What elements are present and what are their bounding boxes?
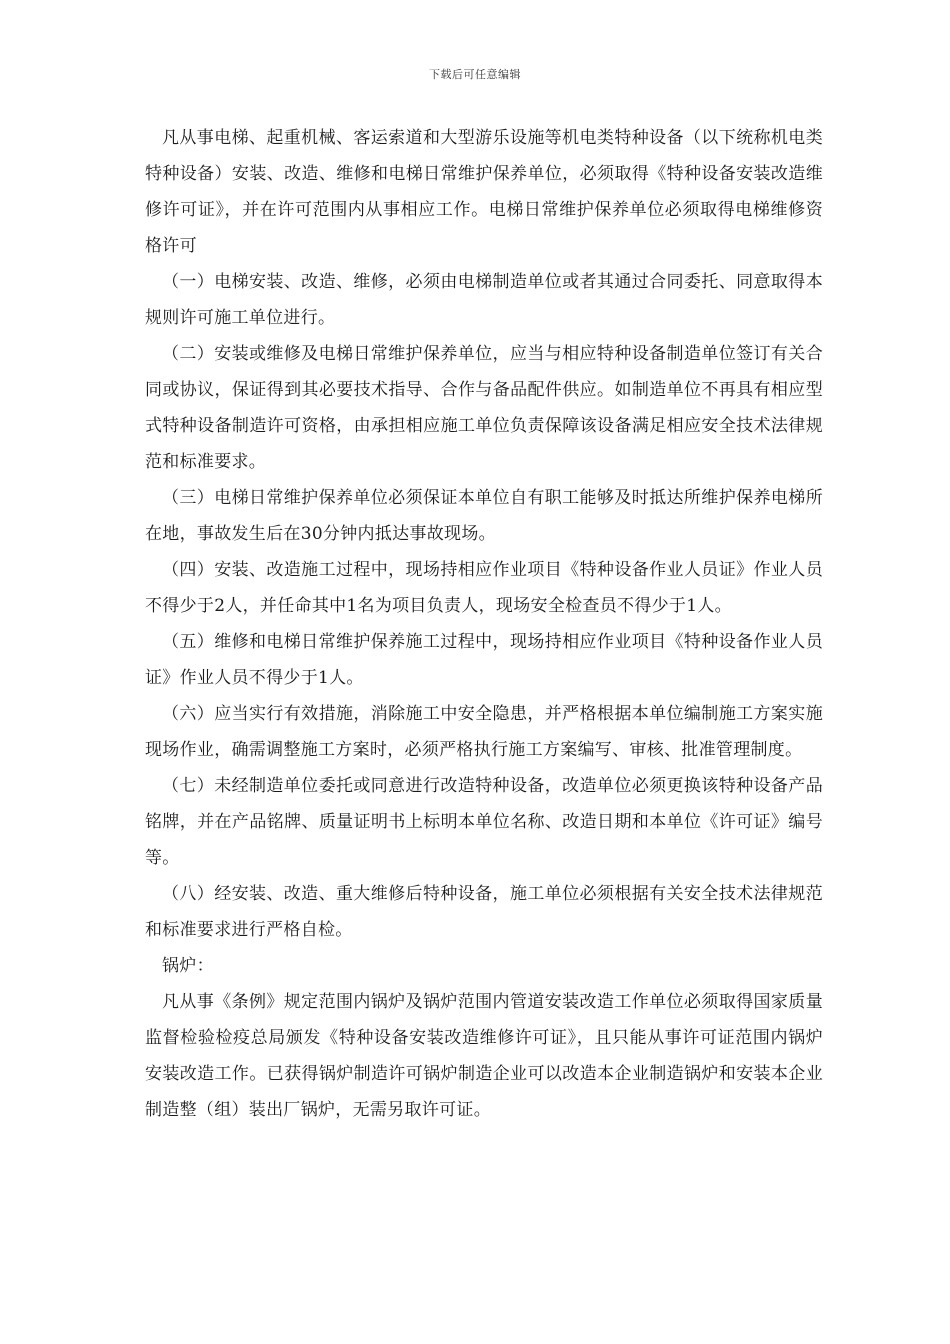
paragraph-item-7: （七）未经制造单位委托或同意进行改造特种设备，改造单位必须更换该特种设备产品铭牌，并在产品铭牌、质量证明书上标明本单位名称、改造日期和本单位《许可证》编号等。 xyxy=(145,776,823,868)
paragraph-item-6: （六）应当实行有效措施，消除施工中安全隐患，并严格根据本单位编制施工方案实施现场作业，确需调整施工方案时，必须严格执行施工方案编写、审核、批准管理制度。 xyxy=(145,704,823,760)
section-heading-boiler: 锅炉： xyxy=(162,956,214,976)
paragraph-item-5: （五）维修和电梯日常维护保养施工过程中，现场持相应作业项目《特种设备作业人员证》作业人员不得少于1人。 xyxy=(145,632,823,688)
page-header: 下载后可任意编辑 xyxy=(429,68,521,81)
paragraph-item-8: （八）经安装、改造、重大维修后特种设备，施工单位必须根据有关安全技术法律规范和标准要求进行严格自检。 xyxy=(145,884,823,940)
paragraph-item-4: （四）安装、改造施工过程中，现场持相应作业项目《特种设备作业人员证》作业人员不得少于2人，并任命其中1名为项目负责人，现场安全检查员不得少于1人。 xyxy=(145,560,823,616)
paragraph-intro: 凡从事电梯、起重机械、客运索道和大型游乐设施等机电类特种设备（以下统称机电类特种设备）安装、改造、维修和电梯日常维护保养单位，必须取得《特种设备安装改造维修许可证》，并在许可范围内从事相应工作。电梯日常维护保养单位必须取得电梯维修资格许可 xyxy=(145,128,823,256)
paragraph-item-3: （三）电梯日常维护保养单位必须保证本单位自有职工能够及时抵达所维护保养电梯所在地，事故发生后在30分钟内抵达事故现场。 xyxy=(145,488,823,544)
paragraph-item-1: （一）电梯安装、改造、维修，必须由电梯制造单位或者其通过合同委托、同意取得本规则许可施工单位进行。 xyxy=(145,272,823,328)
paragraph-boiler: 凡从事《条例》规定范围内锅炉及锅炉范围内管道安装改造工作单位必须取得国家质量监督检验检疫总局颁发《特种设备安装改造维修许可证》，且只能从事许可证范围内锅炉安装改造工作。已获得锅炉制造许可锅炉制造企业可以改造本企业制造锅炉和安装本企业制造整（组）装出厂锅炉，无需另取许可证。 xyxy=(145,992,823,1120)
paragraph-item-2: （二）安装或维修及电梯日常维护保养单位，应当与相应特种设备制造单位签订有关合同或协议，保证得到其必要技术指导、合作与备品配件供应。如制造单位不再具有相应型式特种设备制造许可资格，由承担相应施工单位负责保障该设备满足相应安全技术法律规范和标准要求。 xyxy=(145,344,823,472)
document-body xyxy=(145,120,823,1128)
